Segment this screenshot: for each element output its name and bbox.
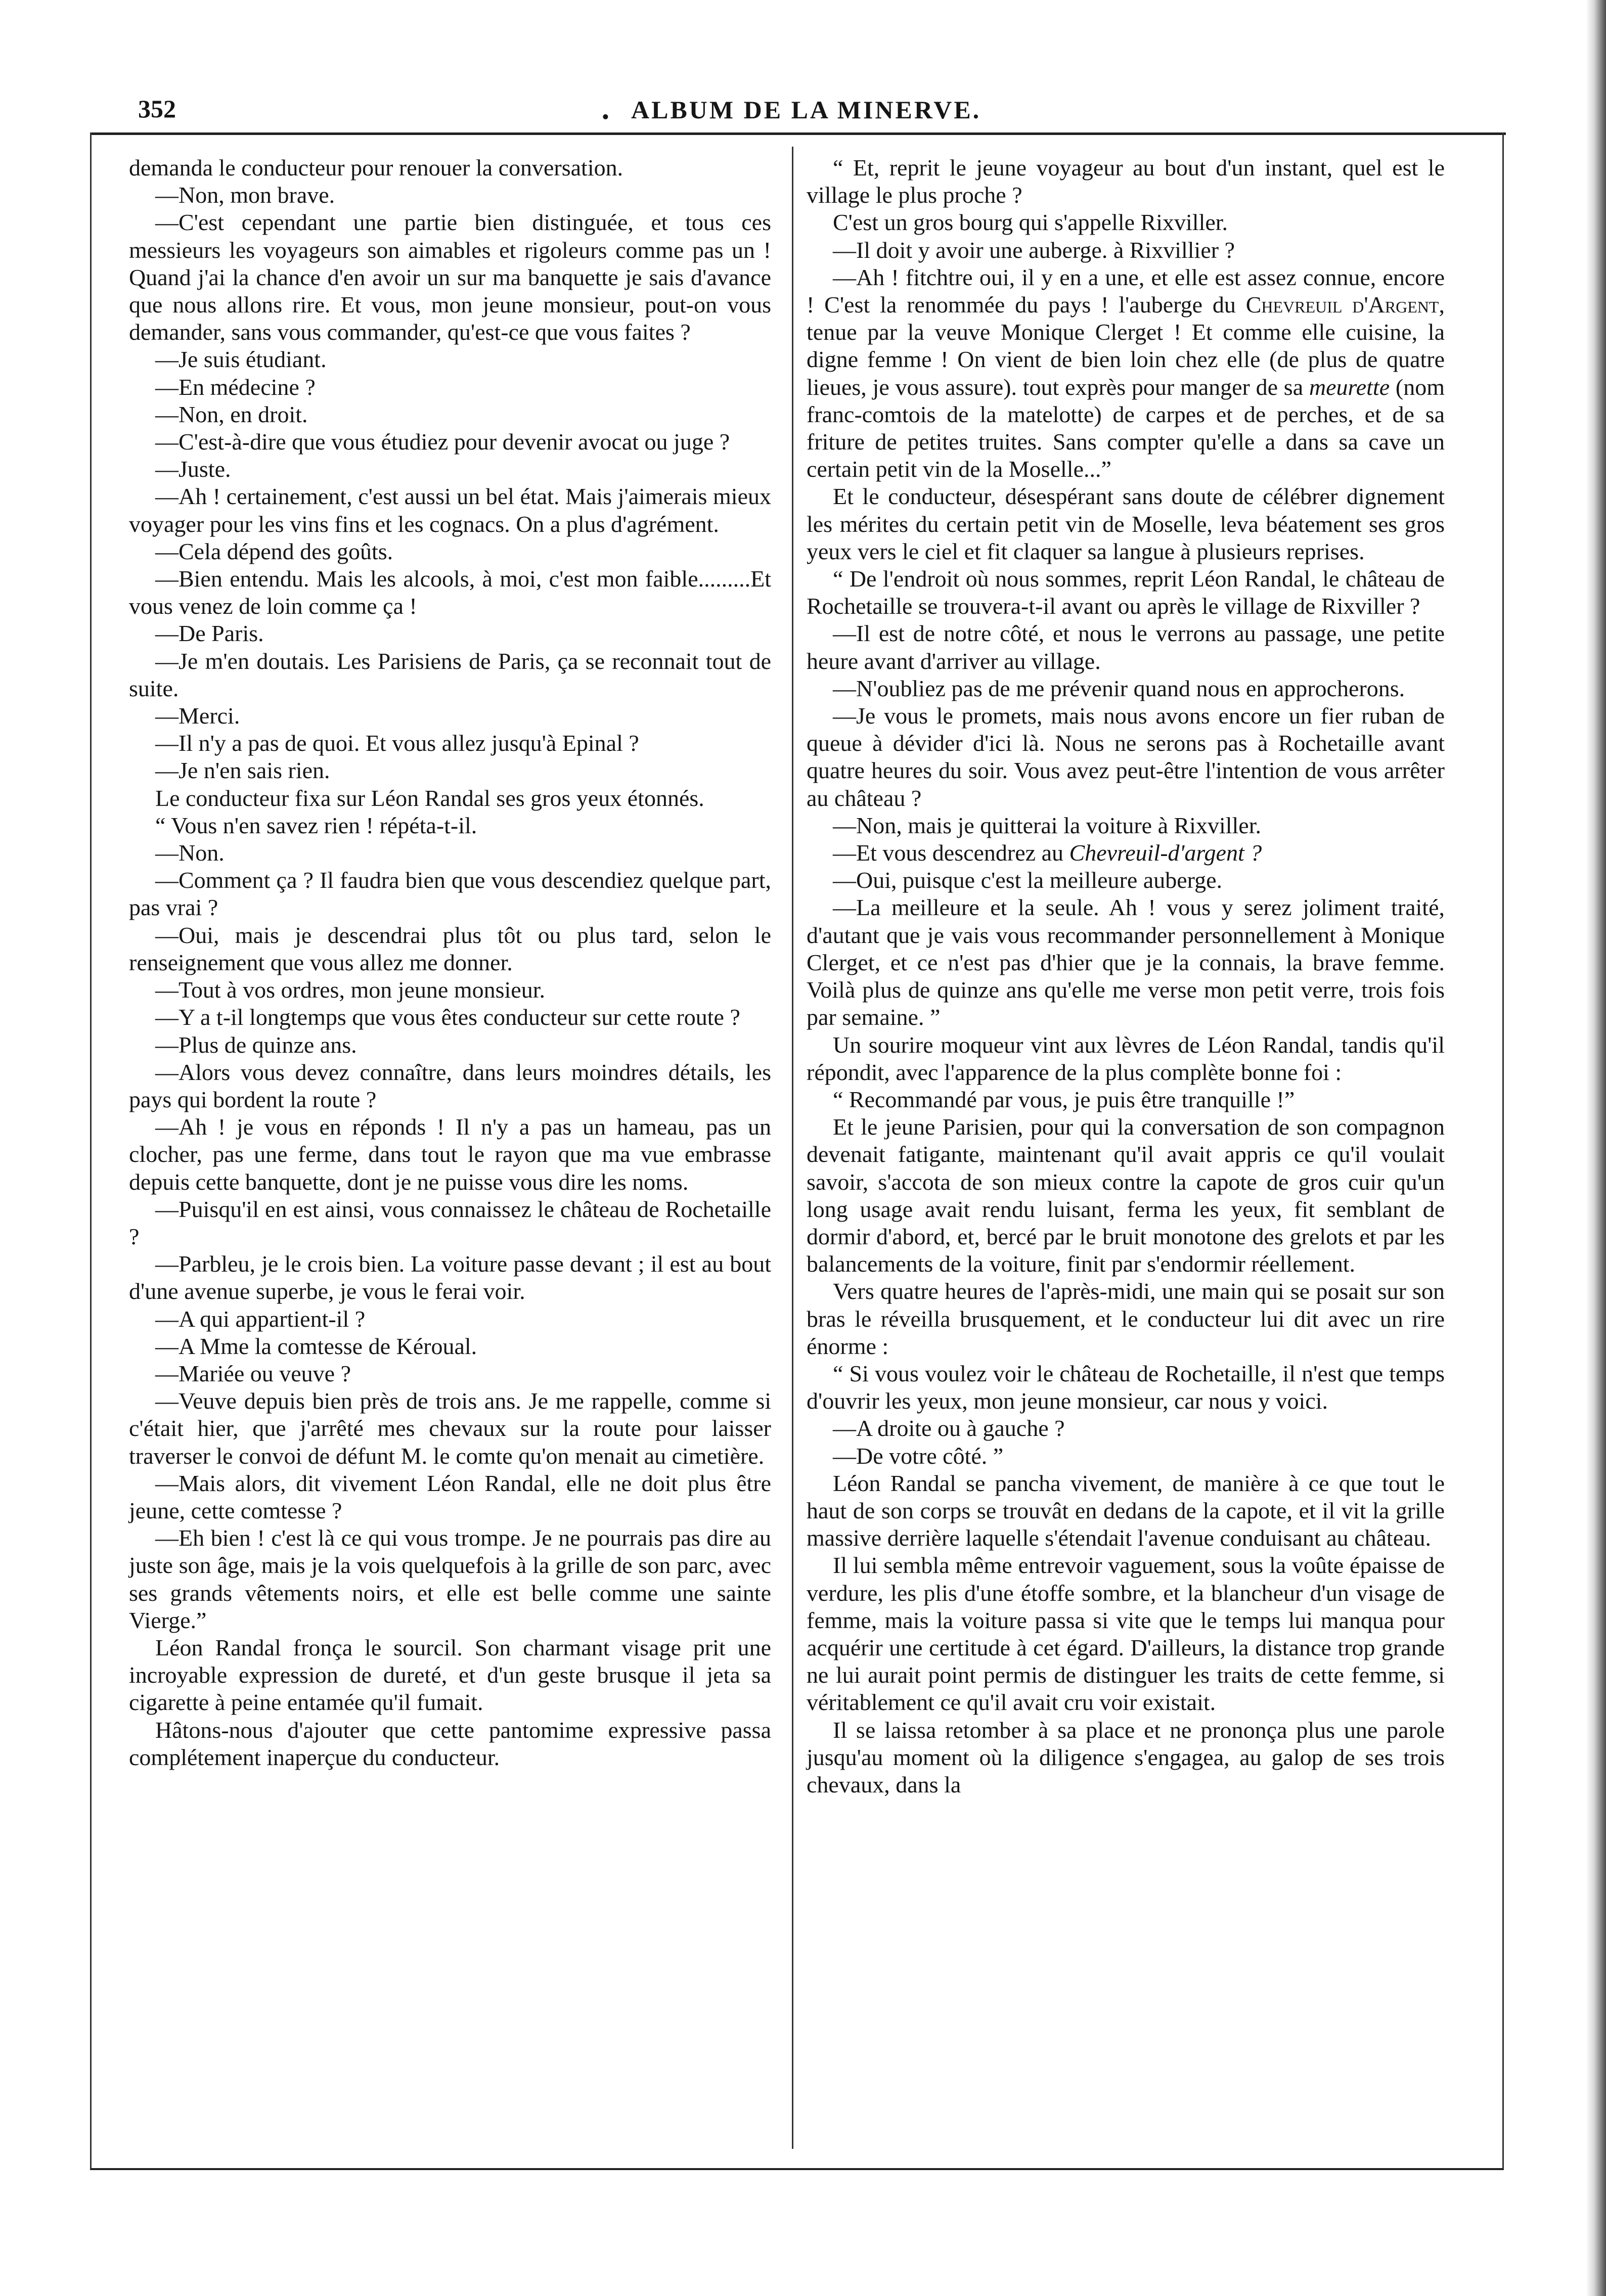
paragraph: Et le jeune Parisien, pour qui la conversation de son compagnon devenait fatigante, maintenant qu'il avait appris ce qu'il voulait savoir, s'accota de son mieux contre la capote de gros cuir qu'un long usage avait rendu luisant, ferma les yeux, fit semblant de dormir d'abord, et, bercé par le bruit monotone des grelots et par les balancements de la voiture, finit par s'endormir réellement. — [807, 1114, 1445, 1277]
paragraph: —Non, en droit. — [155, 401, 308, 427]
paragraph: Vers quatre heures de l'après-midi, une main qui se posait sur son bras le réveilla brusquement, et le conducteur lui dit avec un rire énorme : — [807, 1278, 1445, 1359]
paragraph: demanda le conducteur pour renouer la conversation. — [129, 155, 623, 181]
paragraph: —Oui, puisque c'est la meilleure auberge. — [833, 867, 1223, 893]
paragraph: —Merci. — [155, 703, 240, 729]
paragraph: —Mariée ou veuve ? — [155, 1360, 351, 1386]
paragraph: —Comment ça ? Il faudra bien que vous descendiez quelque part, pas vrai ? — [129, 867, 771, 921]
paragraph: —Et vous descendrez au Chevreuil-d'argent ? — [833, 840, 1262, 866]
paragraph: —Non. — [155, 840, 225, 866]
paragraph: —Mais alors, dit vivement Léon Randal, elle ne doit plus être jeune, cette comtesse ? — [129, 1470, 771, 1523]
paragraph: —Ah ! je vous en réponds ! Il n'y a pas un hameau, pas un clocher, pas une ferme, dans tout le rayon que ma vue embrasse depuis cette banquette, dont je ne puisse vous dire les noms. — [129, 1114, 771, 1195]
paragraph: —Bien entendu. Mais les alcools, à moi, c'est mon faible.........Et vous venez de loin comme ça ! — [129, 566, 771, 619]
dish-name: meurette — [1309, 374, 1390, 400]
paragraph: —Je n'en sais rien. — [155, 757, 330, 784]
paragraph: —Juste. — [155, 456, 231, 482]
paragraph: —De votre côté. ” — [833, 1443, 1004, 1469]
inn-name-italic: Chevreuil-d'argent ? — [1069, 840, 1262, 866]
paragraph: —Eh bien ! c'est là ce qui vous trompe. Je ne pourrais pas dire au juste son âge, mais je la vois quelquefois à la grille de son parc, avec ses grands vêtements noirs, et elle est belle comme une sainte Vierge.” — [129, 1525, 771, 1633]
paragraph: —Oui, mais je descendrai plus tôt ou plus tard, selon le renseignement que vous allez me donner. — [129, 922, 771, 975]
paragraph: —Plus de quinze ans. — [155, 1031, 357, 1058]
paragraph: —Ah ! certainement, c'est aussi un bel état. Mais j'aimerais mieux voyager pour les vins fins et les cognacs. On a plus d'agrément. — [129, 483, 771, 537]
paragraph: —Cela dépend des goûts. — [155, 538, 393, 564]
paragraph: —Je vous le promets, mais nous avons encore un fier ruban de queue à dévider d'ici là. Nous ne serons pas à Rochetaille avant quatre heures du soir. Vous avez peut-être l'intention de vous arrêter au château ? — [807, 703, 1445, 811]
paragraph: “ De l'endroit où nous sommes, reprit Léon Randal, le château de Rochetaille se trouvera-t-il avant ou après le village de Rixviller ? — [807, 566, 1445, 619]
paragraph: —La meilleure et la seule. Ah ! vous y serez joliment traité, d'autant que je vais vous recommander personnellement à Monique Clerget, et ce n'est pas d'hier que je la connais, la brave femme. Voilà plus de quinze ans qu'elle me verse mon petit verre, trois fois par semaine. ” — [807, 894, 1445, 1030]
paragraph: “ Recommandé par vous, je puis être tranquille !” — [833, 1086, 1295, 1112]
paragraph: —Il est de notre côté, et nous le verrons au passage, une petite heure avant d'arriver au village. — [807, 620, 1445, 674]
paragraph: —Tout à vos ordres, mon jeune monsieur. — [155, 977, 545, 1003]
right-column — [807, 154, 1445, 1798]
paragraph: —Non, mon brave. — [155, 182, 335, 208]
inn-name: Chevreuil d'Argent — [1245, 292, 1439, 318]
paragraph: —Parbleu, je le crois bien. La voiture passe devant ; il est au bout d'une avenue superbe, je vous le ferai voir. — [129, 1251, 771, 1304]
paragraph: —Veuve depuis bien près de trois ans. Je me rappelle, comme si c'était hier, que j'arrêté mes chevaux sur la route pour laisser traverser le convoi de défunt M. le comte qu'on menait au cimetière. — [129, 1388, 771, 1469]
paragraph: —Je m'en doutais. Les Parisiens de Paris, ça se reconnait tout de suite. — [129, 648, 771, 701]
paragraph: Il lui sembla même entrevoir vaguement, sous la voûte épaisse de verdure, les plis d'une étoffe sombre, et la blancheur d'un visage de femme, mais la voiture passa si vite que le temps lui manqua pour acquérir une certitude à cet égard. D'ailleurs, la distance trop grande ne lui aurait point permis de distinguer les traits de cette femme, si véritablement ce qu'il avait cru voir existait. — [807, 1552, 1445, 1716]
paragraph: Le conducteur fixa sur Léon Randal ses gros yeux étonnés. — [155, 785, 704, 811]
paragraph: —Puisqu'il en est ainsi, vous connaissez le château de Rochetaille ? — [129, 1196, 771, 1249]
paragraph: —C'est cependant une partie bien distinguée, et tous ces messieurs les voyageurs son aimables et rigoleurs comme pas un ! Quand j'ai la chance d'en avoir un sur ma banquette je sais d'avance que nous allons rire. Et vous, mon jeune monsieur, pout-on vous demander, sans vous commander, qu'est-ce que vous faites ? — [129, 209, 771, 345]
paragraph: “ Si vous voulez voir le château de Rochetaille, il n'est que temps d'ouvrir les yeux, mon jeune monsieur, car nous y voici. — [807, 1360, 1445, 1414]
paragraph: —Non, mais je quitterai la voiture à Rixviller. — [833, 812, 1261, 838]
paragraph: —De Paris. — [155, 620, 264, 647]
paragraph: —Ah ! fitchtre oui, il y en a une, et elle est assez connue, encore ! C'est la renommée du pays ! l'auberge du Chevreuil d'Argent, tenue par la veuve Monique Clerget ! Et comme elle cuisine, la digne femme ! On vient de bien loin chez elle (de plus de quatre lieues, je vous assure). tout exprès pour manger de sa meurette (nom franc-comtois de la matelotte) de carpes et de perches, et de sa friture de petites truites. Sans compter qu'elle a dans sa cave un certain petit vin de la Moselle...” — [807, 264, 1445, 482]
paragraph: —A qui appartient-il ? — [155, 1305, 366, 1332]
paragraph: —Il n'y a pas de quoi. Et vous allez jusqu'à Epinal ? — [155, 730, 639, 756]
paragraph: —C'est-à-dire que vous étudiez pour devenir avocat ou juge ? — [155, 429, 730, 455]
paragraph: C'est un gros bourg qui s'appelle Rixviller. — [833, 209, 1228, 236]
paragraph: Léon Randal fronça le sourcil. Son charmant visage prit une incroyable expression de dureté, et d'un geste brusque il jeta sa cigarette à peine entamée qu'il fumait. — [129, 1634, 771, 1716]
paragraph: Un sourire moqueur vint aux lèvres de Léon Randal, tandis qu'il répondit, avec l'apparence de la plus complète bonne foi : — [807, 1031, 1445, 1085]
column-divider — [792, 147, 793, 2149]
paragraph: —Je suis étudiant. — [155, 346, 327, 373]
paragraph: —Y a t-il longtemps que vous êtes conducteur sur cette route ? — [155, 1004, 740, 1030]
paragraph: Et le conducteur, désespérant sans doute de célébrer dignement les mérites du certain petit vin de Moselle, leva béatement ses gros yeux vers le ciel et fit claquer sa langue à plusieurs reprises. — [807, 483, 1445, 564]
page-header — [90, 91, 1506, 131]
paragraph: —A droite ou à gauche ? — [833, 1415, 1065, 1442]
paragraph: “ Vous n'en savez rien ! répéta-t-il. — [155, 812, 477, 838]
page-number: 352 — [138, 95, 176, 123]
paragraph: Léon Randal se pancha vivement, de manière à ce que tout le haut de son corps se trouvât en dedans de la capote, et il vit la grille massive derrière laquelle s'étendait l'avenue conduisant au château. — [807, 1470, 1445, 1551]
paragraph: Il se laissa retomber à sa place et ne prononça plus une parole jusqu'au moment où la diligence s'engagea, au galop de ses trois chevaux, dans la — [807, 1717, 1445, 1797]
paragraph: Hâtons-nous d'ajouter que cette pantomime expressive passa complétement inaperçue du conducteur. — [129, 1717, 771, 1770]
left-column — [129, 154, 771, 1771]
running-title: ALBUM DE LA MINERVE. — [631, 96, 982, 124]
paragraph: —En médecine ? — [155, 374, 316, 400]
header-separator: . — [601, 93, 610, 125]
paragraph: —Il doit y avoir une auberge. à Rixvillier ? — [833, 237, 1235, 263]
scan-edge-shadow — [1586, 0, 1606, 2296]
paragraph: —A Mme la comtesse de Kéroual. — [155, 1333, 477, 1359]
paragraph: —N'oubliez pas de me prévenir quand nous en approcherons. — [833, 675, 1405, 701]
paragraph: “ Et, reprit le jeune voyageur au bout d'un instant, quel est le village le plus proche ? — [807, 155, 1445, 208]
paragraph: —Alors vous devez connaître, dans leurs moindres détails, les pays qui bordent la route ? — [129, 1059, 771, 1112]
